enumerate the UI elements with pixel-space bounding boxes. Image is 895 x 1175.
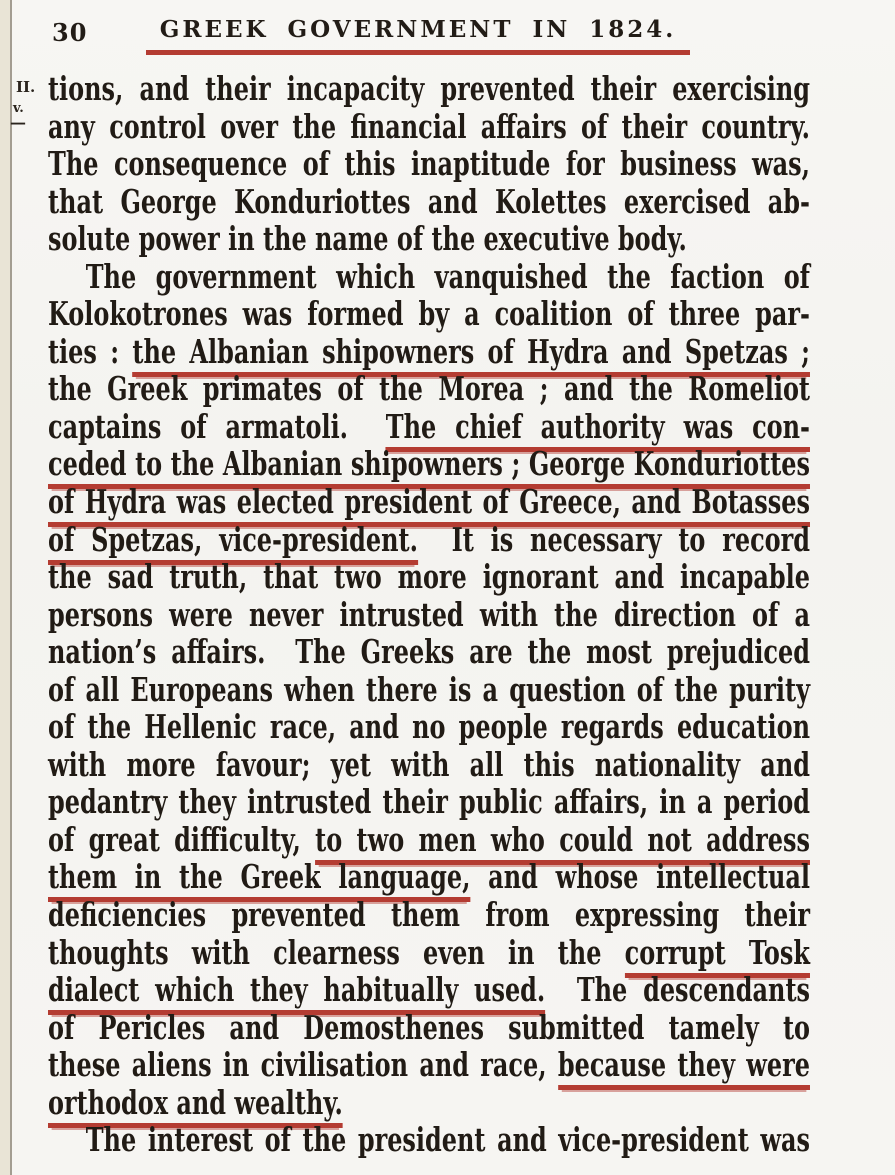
text-segment: ties : bbox=[48, 331, 133, 371]
text-line bbox=[48, 896, 810, 934]
text-line bbox=[48, 258, 810, 296]
body-text-column bbox=[48, 70, 810, 1159]
text-segment: tions, and their incapacity prevented their exercising bbox=[48, 69, 810, 108]
text-segment: captains of armatoli. bbox=[48, 406, 386, 446]
text-segment: that George Konduriottes and Kolettes exercised ab- bbox=[48, 181, 810, 221]
red-underlined-text: to two men who could not address bbox=[315, 820, 810, 865]
text-segment: nation’s affairs. The Greeks are the most prejudiced bbox=[48, 632, 810, 672]
text-line bbox=[48, 145, 810, 183]
red-underlined-text: of Hydra was elected president of Greece, and Botasses bbox=[48, 482, 810, 527]
text-line bbox=[48, 220, 810, 258]
text-segment: the Greek primates of the Morea ; and the Romeliot bbox=[48, 369, 810, 409]
text-segment: these aliens in civilisation and race, bbox=[48, 1045, 558, 1085]
text-line bbox=[48, 708, 810, 746]
text-line bbox=[48, 370, 810, 408]
text-segment: of great difficulty, bbox=[48, 819, 316, 859]
text-segment: The government which vanquished the faction of bbox=[85, 256, 810, 296]
text-segment: the sad truth, that two more ignorant and incapable bbox=[48, 557, 810, 597]
text-line bbox=[48, 971, 810, 1009]
text-segment: of Pericles and Demosthenes submitted tamely to bbox=[48, 1007, 810, 1047]
text-line bbox=[48, 70, 810, 108]
margin-note-1: II. bbox=[16, 78, 36, 96]
text-line bbox=[48, 521, 810, 559]
text-line bbox=[48, 934, 810, 972]
text-line bbox=[48, 596, 810, 634]
text-segment: It is necessary to record bbox=[417, 519, 810, 559]
running-header-title: GREEK GOVERNMENT IN 1824. bbox=[146, 16, 691, 55]
text-line bbox=[48, 333, 810, 371]
text-segment: Kolokotrones was formed by a coalition of three par- bbox=[48, 294, 810, 334]
text-line bbox=[48, 671, 810, 709]
scan-edge-strip bbox=[0, 0, 12, 1175]
text-segment: with more favour; yet with all this nationality and bbox=[48, 744, 810, 784]
red-underlined-text: corrupt Tosk bbox=[625, 933, 810, 978]
text-line bbox=[48, 408, 810, 446]
text-line bbox=[48, 783, 810, 821]
text-line bbox=[48, 1046, 810, 1084]
text-line bbox=[48, 483, 810, 521]
text-line bbox=[48, 295, 810, 333]
red-underlined-text: them in the Greek language, bbox=[48, 857, 470, 902]
text-segment: pedantry they intrusted their public affairs, in a period bbox=[48, 782, 810, 822]
text-line bbox=[48, 558, 810, 596]
text-segment: persons were never intrusted with the direction of a bbox=[48, 594, 810, 634]
text-line bbox=[48, 821, 810, 859]
text-line bbox=[48, 858, 810, 896]
red-underlined-text: of Spetzas, vice-president. bbox=[48, 520, 418, 565]
red-underlined-text: orthodox and wealthy. bbox=[48, 1083, 343, 1128]
page-number: 30 bbox=[52, 18, 88, 47]
text-segment: The interest of the president and vice-president was bbox=[85, 1120, 810, 1160]
text-segment: and whose intellectual bbox=[470, 857, 810, 897]
text-segment: solute power in the name of the executive body. bbox=[48, 219, 687, 259]
text-segment: deficiencies prevented them from expressing their bbox=[48, 895, 810, 935]
text-line bbox=[48, 1009, 810, 1047]
text-line bbox=[48, 633, 810, 671]
text-line bbox=[48, 183, 810, 221]
text-segment: The consequence of this inaptitude for business was, bbox=[48, 144, 810, 184]
text-segment: of the Hellenic race, and no people regards education bbox=[48, 707, 810, 747]
text-segment: any control over the financial affairs of their country. bbox=[48, 106, 810, 146]
red-underlined-text: because they were bbox=[558, 1045, 810, 1090]
margin-note-2: v. bbox=[13, 101, 24, 116]
text-segment: The descendants bbox=[545, 970, 810, 1010]
red-underlined-text: the Albanian shipowners of Hydra and Spetzas ; bbox=[132, 332, 810, 377]
body-text-block bbox=[48, 70, 810, 1159]
red-underlined-text: dialect which they habitually used. bbox=[48, 970, 545, 1015]
text-segment: of all Europeans when there is a question of the purity bbox=[48, 669, 810, 709]
red-underlined-text: The chief authority was con- bbox=[386, 407, 810, 452]
margin-note-3: — bbox=[10, 113, 26, 132]
text-line bbox=[48, 746, 810, 784]
running-header bbox=[12, 16, 824, 55]
text-line bbox=[48, 445, 810, 483]
text-segment: thoughts with clearness even in the bbox=[48, 932, 625, 972]
text-line bbox=[48, 108, 810, 146]
red-underlined-text: ceded to the Albanian shipowners ; George Konduriottes bbox=[48, 444, 810, 489]
text-line bbox=[48, 1121, 810, 1159]
